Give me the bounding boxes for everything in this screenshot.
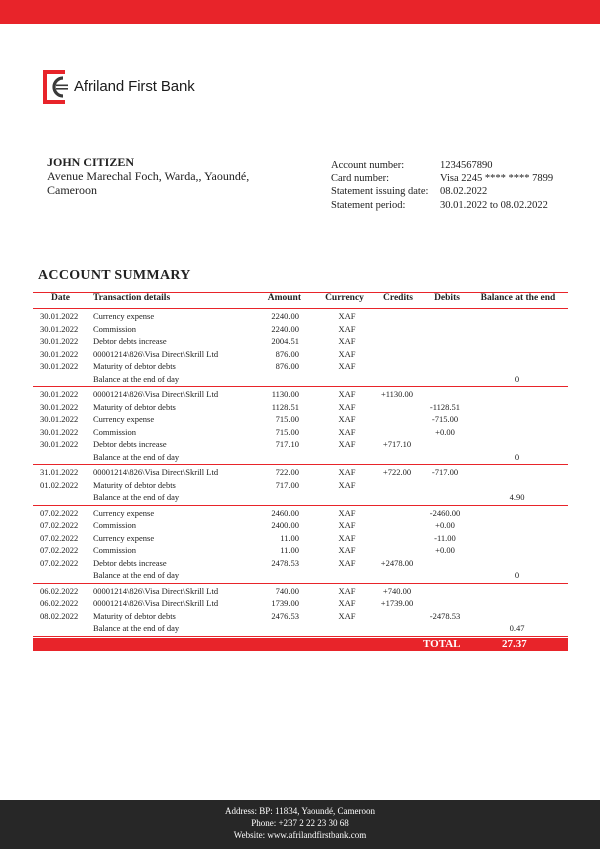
- table-row: [33, 349, 568, 362]
- cell-amount: 740.00: [275, 585, 299, 596]
- cell-debit: -2478.53: [429, 610, 461, 621]
- cell-amount: 2400.00: [271, 520, 299, 530]
- balance-row: [33, 452, 568, 465]
- table-row: [33, 520, 568, 533]
- balance-row: [33, 374, 568, 387]
- cell-date: 30.01.2022: [40, 361, 79, 371]
- cell-date: 30.01.2022: [40, 426, 79, 437]
- table-row: [33, 402, 568, 415]
- cell-details: Balance at the end of day: [93, 492, 180, 502]
- cell-date: 07.02.2022: [40, 507, 79, 518]
- table-row: [33, 427, 568, 440]
- info-value: Visa 2245 **** **** 7899: [440, 173, 554, 185]
- cell-debit: +0.00: [435, 545, 455, 555]
- table-row: [33, 558, 568, 571]
- header-details: Transaction details: [93, 293, 171, 303]
- table-row: [33, 586, 568, 599]
- cell-debit: -715.00: [431, 414, 459, 424]
- cell-details: Maturity of debtor debts: [93, 479, 176, 490]
- cell-date: 30.01.2022: [40, 311, 79, 321]
- table-row: [33, 361, 568, 374]
- cell-currency: XAF: [338, 439, 356, 449]
- cell-date: 30.01.2022: [40, 389, 79, 399]
- cell-date: 07.02.2022: [40, 520, 79, 530]
- cell-details: Debtor debts increase: [93, 336, 167, 346]
- transaction-group: [33, 465, 568, 506]
- cell-amount: 1130.00: [271, 389, 299, 399]
- cell-credit: +1739.00: [380, 598, 414, 608]
- cell-details: Commission: [93, 323, 136, 334]
- cell-date: 30.01.2022: [40, 323, 79, 334]
- cell-credit: +2478.00: [380, 557, 414, 568]
- header-debits: Debits: [434, 293, 460, 303]
- cell-details: 00001214\826\Visa Direct\Skrill Ltd: [93, 467, 219, 477]
- info-value: 1234567890: [440, 160, 493, 171]
- summary-title: ACCOUNT SUMMARY: [38, 268, 191, 283]
- info-label: Statement issuing date:: [331, 186, 429, 198]
- cell-balance: 0: [514, 570, 520, 580]
- cell-currency: XAF: [338, 401, 356, 412]
- cell-details: Balance at the end of day: [93, 570, 180, 580]
- header-date: Date: [51, 293, 70, 303]
- cell-currency: XAF: [338, 598, 356, 608]
- cell-currency: XAF: [338, 311, 356, 321]
- cell-details: Commission: [93, 545, 136, 555]
- transaction-group: [33, 584, 568, 637]
- cell-date: 08.02.2022: [40, 610, 79, 621]
- cell-debit: +0.00: [435, 520, 455, 530]
- cell-amount: 717.10: [275, 439, 299, 449]
- info-value: 08.02.2022: [440, 186, 488, 198]
- cell-date: 07.02.2022: [40, 557, 79, 568]
- table-row: [33, 508, 568, 521]
- table-body: [33, 309, 568, 637]
- cell-details: Maturity of debtor debts: [93, 610, 176, 621]
- cell-currency: XAF: [338, 507, 356, 518]
- total-bar: [33, 638, 568, 651]
- cell-currency: XAF: [338, 532, 356, 543]
- customer-address-line2: Cameroon: [47, 183, 97, 197]
- table-row: [33, 389, 568, 402]
- footer: [0, 800, 600, 849]
- cell-date: 30.01.2022: [40, 414, 79, 424]
- cell-currency: XAF: [338, 426, 356, 437]
- footer-website: Website: www.afrilandfirstbank.com: [233, 830, 367, 840]
- cell-date: 07.02.2022: [40, 545, 79, 555]
- cell-date: 30.01.2022: [40, 336, 79, 346]
- cell-debit: -717.00: [431, 467, 459, 477]
- cell-balance: 0.47: [509, 623, 525, 633]
- cell-amount: 1739.00: [271, 598, 299, 608]
- cell-amount: 2240.00: [271, 323, 299, 334]
- cell-balance: 4.90: [509, 492, 525, 502]
- top-accent-bar: [0, 0, 600, 24]
- cell-amount: 715.00: [275, 414, 299, 424]
- balance-row: [33, 623, 568, 636]
- cell-currency: XAF: [338, 545, 356, 555]
- table-row: [33, 439, 568, 452]
- cell-details: Currency expense: [93, 414, 155, 424]
- footer-address: Address: BP: 11834, Yaoundé, Cameroon: [225, 806, 375, 816]
- cell-amount: 2004.51: [271, 336, 299, 346]
- cell-details: 00001214\826\Visa Direct\Skrill Ltd: [93, 348, 219, 359]
- cell-amount: 715.00: [275, 426, 299, 437]
- cell-details: Balance at the end of day: [93, 451, 180, 462]
- cell-credit: +740.00: [382, 585, 412, 596]
- table-row: [33, 545, 568, 558]
- cell-date: 31.01.2022: [40, 467, 79, 477]
- cell-currency: XAF: [338, 348, 356, 359]
- customer-address-line1: Avenue Marechal Foch, Warda,, Yaoundé,: [47, 169, 250, 183]
- cell-currency: XAF: [338, 467, 356, 477]
- transaction-group: [33, 387, 568, 465]
- cell-amount: 2240.00: [271, 311, 299, 321]
- cell-currency: XAF: [338, 610, 356, 621]
- table-row: [33, 336, 568, 349]
- table-row: [33, 414, 568, 427]
- bank-logo: [43, 70, 213, 106]
- header-balance: Balance at the end: [480, 293, 556, 303]
- account-info-row: [331, 199, 553, 212]
- info-label: Card number:: [331, 173, 390, 185]
- cell-date: 07.02.2022: [40, 532, 79, 543]
- info-value: 30.01.2022 to 08.02.2022: [440, 199, 548, 211]
- transactions-table: [33, 292, 568, 651]
- cell-details: 00001214\826\Visa Direct\Skrill Ltd: [93, 598, 219, 608]
- customer-name: JOHN CITIZEN: [47, 155, 135, 169]
- cell-currency: XAF: [338, 585, 356, 596]
- cell-details: Debtor debts increase: [93, 557, 167, 568]
- header-credits: Credits: [383, 293, 413, 303]
- cell-details: Currency expense: [93, 532, 155, 543]
- cell-amount: 2476.53: [271, 610, 299, 621]
- cell-amount: 876.00: [275, 361, 299, 371]
- cell-details: Commission: [93, 520, 136, 530]
- cell-currency: XAF: [338, 336, 356, 346]
- cell-currency: XAF: [338, 389, 356, 399]
- table-row: [33, 611, 568, 624]
- balance-row: [33, 492, 568, 505]
- info-label: Account number:: [331, 160, 405, 171]
- table-header: [33, 292, 568, 309]
- cell-currency: XAF: [338, 520, 356, 530]
- cell-date: 30.01.2022: [40, 348, 79, 359]
- header-amount: Amount: [267, 293, 301, 303]
- table-row: [33, 311, 568, 324]
- cell-details: Debtor debts increase: [93, 439, 167, 449]
- cell-details: Currency expense: [93, 311, 155, 321]
- cell-date: 01.02.2022: [40, 479, 79, 490]
- table-row: [33, 324, 568, 337]
- cell-amount: 2478.53: [271, 557, 299, 568]
- cell-details: Balance at the end of day: [93, 373, 180, 384]
- header-currency: Currency: [325, 293, 364, 303]
- account-info-row: [331, 185, 553, 198]
- cell-amount: 717.00: [275, 479, 299, 490]
- cell-debit: -11.00: [434, 532, 456, 543]
- cell-date: 06.02.2022: [40, 598, 79, 608]
- footer-phone: Phone: +237 2 22 23 30 68: [251, 818, 349, 828]
- cell-currency: XAF: [338, 361, 356, 371]
- total-value: 27.37: [502, 637, 527, 650]
- table-row: [33, 467, 568, 480]
- cell-date: 06.02.2022: [40, 585, 79, 596]
- cell-amount: 2460.00: [271, 507, 299, 518]
- cell-balance: 0: [514, 451, 520, 462]
- cell-amount: 1128.51: [271, 401, 299, 412]
- cell-currency: XAF: [338, 323, 356, 334]
- cell-details: Maturity of debtor debts: [93, 361, 176, 371]
- cell-credit: +722.00: [382, 467, 412, 477]
- account-info-row: [331, 172, 553, 185]
- bank-logo-icon: [43, 70, 70, 104]
- total-label: TOTAL: [423, 637, 461, 650]
- customer-block: [47, 155, 249, 197]
- cell-details: Maturity of debtor debts: [93, 401, 176, 412]
- cell-credit: +717.10: [382, 439, 412, 449]
- cell-details: 00001214\826\Visa Direct\Skrill Ltd: [93, 389, 219, 399]
- cell-details: Currency expense: [93, 507, 155, 518]
- balance-row: [33, 570, 568, 583]
- cell-amount: 11.00: [280, 532, 299, 543]
- cell-debit: +0.00: [435, 426, 455, 437]
- cell-details: 00001214\826\Visa Direct\Skrill Ltd: [93, 585, 219, 596]
- account-info-row: [331, 159, 553, 172]
- cell-debit: -2460.00: [429, 507, 461, 518]
- cell-date: 30.01.2022: [40, 439, 79, 449]
- cell-debit: -1128.51: [429, 401, 461, 412]
- cell-date: 30.01.2022: [40, 401, 79, 412]
- info-label: Statement period:: [331, 199, 406, 211]
- bank-name: Afriland First Bank: [74, 78, 195, 95]
- cell-balance: 0: [514, 373, 520, 384]
- table-row: [33, 533, 568, 546]
- cell-currency: XAF: [338, 557, 356, 568]
- table-row: [33, 480, 568, 493]
- cell-amount: 11.00: [280, 545, 299, 555]
- cell-currency: XAF: [338, 414, 356, 424]
- transaction-group: [33, 309, 568, 387]
- cell-details: Commission: [93, 426, 136, 437]
- cell-amount: 722.00: [275, 467, 299, 477]
- cell-credit: +1130.00: [380, 389, 414, 399]
- cell-amount: 876.00: [275, 348, 299, 359]
- cell-currency: XAF: [338, 479, 356, 490]
- cell-details: Balance at the end of day: [93, 623, 180, 633]
- transaction-group: [33, 506, 568, 584]
- account-info: [331, 159, 553, 212]
- table-row: [33, 598, 568, 611]
